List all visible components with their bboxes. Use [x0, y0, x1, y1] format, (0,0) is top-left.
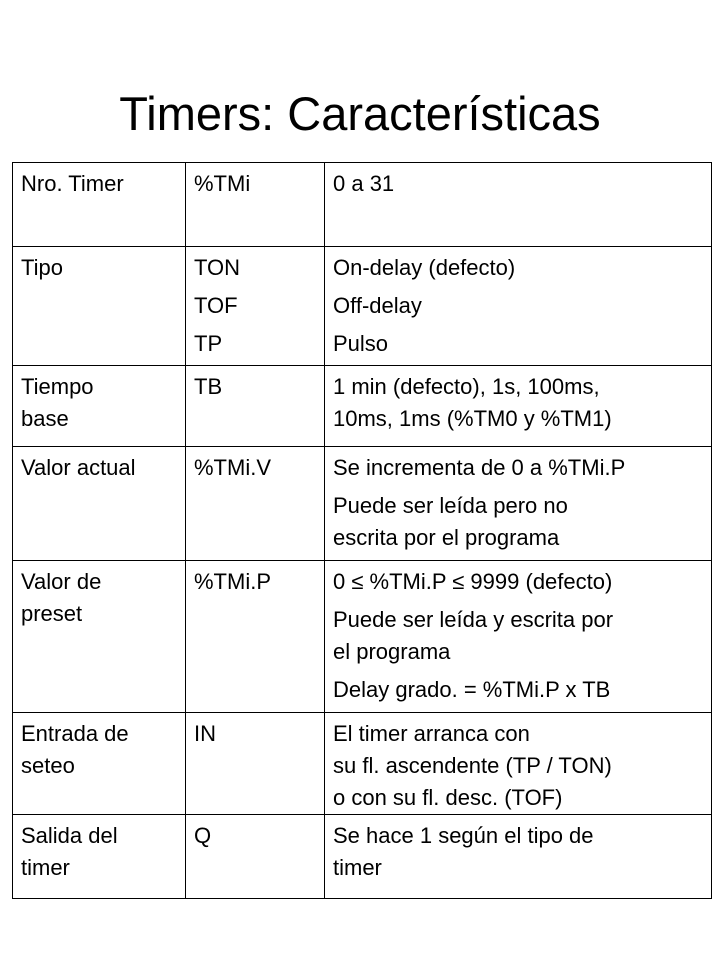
row-description-cell	[325, 163, 712, 247]
row-description-text: 0 a 31	[333, 171, 395, 196]
row-label-text: Tipo	[21, 255, 63, 280]
row-label-text: seteo	[21, 753, 75, 778]
row-object-text: IN	[194, 721, 216, 746]
row-description-text: escrita por el programa	[333, 525, 560, 550]
row-description-text: El timer arranca con	[333, 721, 530, 746]
row-object-text: TOF	[194, 293, 238, 318]
row-description-text: Se hace 1 según el tipo de	[333, 823, 594, 848]
row-label-cell	[13, 163, 186, 247]
row-label-cell	[13, 447, 186, 561]
row-label-text: Valor de	[21, 569, 102, 594]
page-title: Timers: Características	[119, 87, 601, 140]
row-description-text: Puede ser leída pero no	[333, 493, 568, 518]
row-object-cell	[186, 247, 325, 366]
row-description-text: Pulso	[333, 331, 389, 356]
row-object-cell	[186, 713, 325, 815]
table-row	[13, 447, 712, 561]
row-label-text: Valor actual	[21, 455, 136, 480]
row-description-text: Delay grado. = %TMi.P x TB	[333, 677, 611, 702]
row-description-text: Puede ser leída y escrita por	[333, 607, 614, 632]
row-description-cell	[325, 713, 712, 815]
row-label-text: preset	[21, 601, 83, 626]
row-label-text: Tiempo	[21, 374, 94, 399]
row-label-text: timer	[21, 855, 70, 880]
table-body	[13, 163, 712, 899]
row-object-text: %TMi.V	[194, 455, 271, 480]
row-description-text: 0 ≤ %TMi.P ≤ 9999 (defecto)	[333, 569, 613, 594]
row-description-cell	[325, 815, 712, 899]
row-label-cell	[13, 366, 186, 447]
table-row	[13, 713, 712, 815]
row-label-text: Salida del	[21, 823, 118, 848]
row-object-cell	[186, 163, 325, 247]
table-row	[13, 815, 712, 899]
table-row	[13, 163, 712, 247]
row-label-cell	[13, 713, 186, 815]
row-description-text: 1 min (defecto), 1s, 100ms,	[333, 374, 600, 399]
row-object-cell	[186, 815, 325, 899]
row-object-text: TP	[194, 331, 223, 356]
row-description-text: el programa	[333, 639, 451, 664]
timer-characteristics-table	[12, 162, 712, 899]
table-row	[13, 247, 712, 366]
row-description-cell	[325, 247, 712, 366]
row-description-text: Off-delay	[333, 293, 422, 318]
row-description-cell	[325, 366, 712, 447]
row-label-cell	[13, 815, 186, 899]
row-description-text: timer	[333, 855, 382, 880]
row-label-cell	[13, 247, 186, 366]
row-description-text: On-delay (defecto)	[333, 255, 516, 280]
row-label-text: base	[21, 406, 69, 431]
row-object-cell	[186, 366, 325, 447]
row-description-text: su fl. ascendente (TP / TON)	[333, 753, 612, 778]
row-object-text: %TMi.P	[194, 569, 271, 594]
row-label-text: Nro. Timer	[21, 171, 124, 196]
row-description-text: 10ms, 1ms (%TM0 y %TM1)	[333, 406, 612, 431]
table-row	[13, 366, 712, 447]
row-description-text: Se incrementa de 0 a %TMi.P	[333, 455, 626, 480]
row-object-cell	[186, 561, 325, 713]
row-object-text: TON	[194, 255, 241, 280]
row-description-cell	[325, 561, 712, 713]
row-object-text: %TMi	[194, 171, 251, 196]
row-description-text: o con su fl. desc. (TOF)	[333, 785, 563, 810]
row-label-text: Entrada de	[21, 721, 129, 746]
row-object-text: TB	[194, 374, 223, 399]
row-label-cell	[13, 561, 186, 713]
table-row	[13, 561, 712, 713]
row-description-cell	[325, 447, 712, 561]
row-object-text: Q	[194, 823, 212, 848]
row-object-cell	[186, 447, 325, 561]
